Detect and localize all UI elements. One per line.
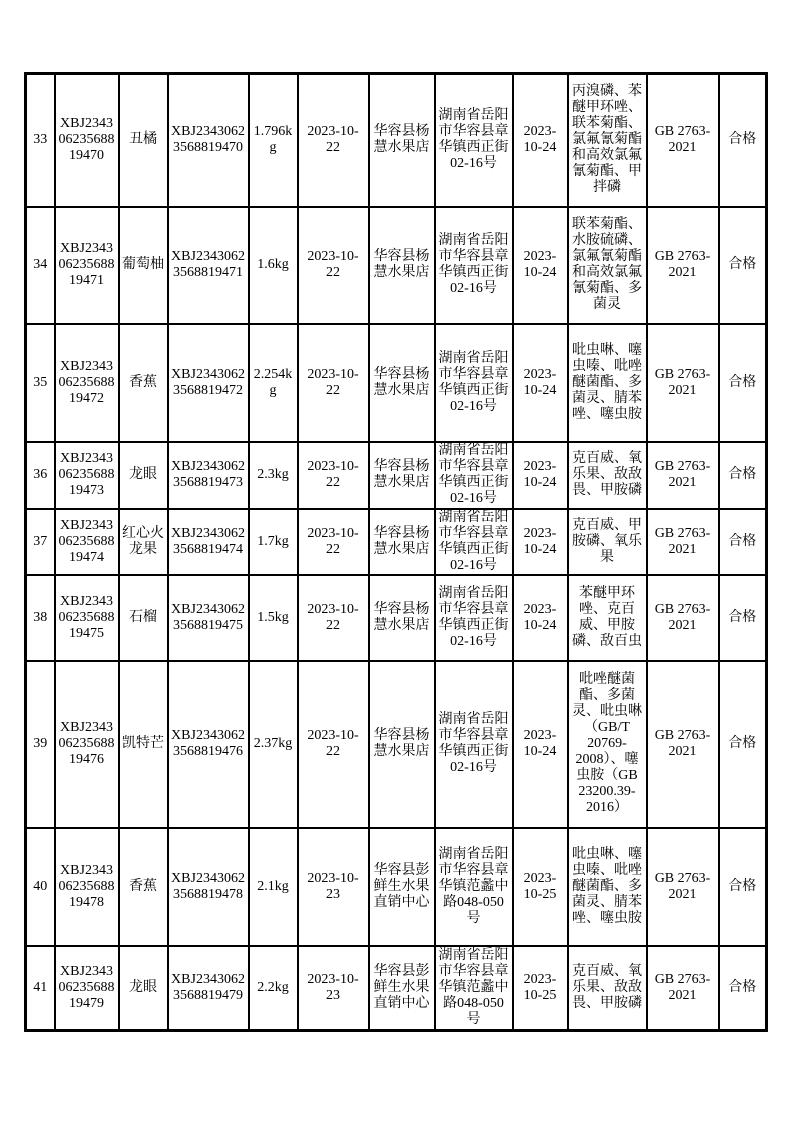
cell-result: 合格 <box>719 442 767 509</box>
table-row <box>26 509 767 575</box>
cell-standard: GB 2763-2021 <box>647 442 719 509</box>
cell-standard: GB 2763-2021 <box>647 946 719 1031</box>
cell-report-date: 2023-10-24 <box>513 661 568 828</box>
cell-product-name: 凯特芒 <box>119 661 168 828</box>
cell-seller-address: 湖南省岳阳市华容县章华镇西正街02-16号 <box>435 324 513 442</box>
cell-report-date: 2023-10-25 <box>513 946 568 1031</box>
cell-weight: 1.796kg <box>249 74 298 207</box>
cell-result: 合格 <box>719 74 767 207</box>
cell-test-items: 吡虫啉、噻虫嗪、吡唑醚菌酯、多菌灵、腈苯唑、噻虫胺 <box>568 324 647 442</box>
cell-standard: GB 2763-2021 <box>647 74 719 207</box>
cell-product-name: 龙眼 <box>119 946 168 1031</box>
cell-sample-code: XBJ23430623568819470 <box>55 74 119 207</box>
cell-sample-code: XBJ23430623568819476 <box>55 661 119 828</box>
cell-product-name: 香蕉 <box>119 828 168 946</box>
cell-sample-code-2: XBJ23430623568819478 <box>168 828 249 946</box>
cell-row-number: 40 <box>26 828 55 946</box>
cell-result: 合格 <box>719 509 767 575</box>
cell-product-name: 丑橘 <box>119 74 168 207</box>
cell-sampling-date: 2023-10-22 <box>298 324 369 442</box>
table-row <box>26 207 767 324</box>
cell-seller-name: 华容县彭鲜生水果直销中心 <box>369 828 435 946</box>
cell-weight: 2.3kg <box>249 442 298 509</box>
cell-sampling-date: 2023-10-23 <box>298 946 369 1031</box>
cell-row-number: 37 <box>26 509 55 575</box>
cell-standard: GB 2763-2021 <box>647 509 719 575</box>
table-row <box>26 946 767 1031</box>
cell-weight: 2.1kg <box>249 828 298 946</box>
cell-row-number: 35 <box>26 324 55 442</box>
cell-test-items: 吡虫啉、噻虫嗪、吡唑醚菌酯、多菌灵、腈苯唑、噻虫胺 <box>568 828 647 946</box>
cell-result: 合格 <box>719 828 767 946</box>
cell-sampling-date: 2023-10-22 <box>298 74 369 207</box>
cell-sample-code: XBJ23430623568819478 <box>55 828 119 946</box>
cell-weight: 2.2kg <box>249 946 298 1031</box>
cell-test-items: 丙溴磷、苯醚甲环唑、联苯菊酯、氯氟氰菊酯和高效氯氟氰菊酯、甲拌磷 <box>568 74 647 207</box>
cell-weight: 1.7kg <box>249 509 298 575</box>
cell-weight: 1.5kg <box>249 575 298 661</box>
cell-standard: GB 2763-2021 <box>647 324 719 442</box>
cell-sample-code-2: XBJ23430623568819475 <box>168 575 249 661</box>
cell-test-items: 克百威、甲胺磷、氧乐果 <box>568 509 647 575</box>
cell-sample-code: XBJ23430623568819479 <box>55 946 119 1031</box>
cell-standard: GB 2763-2021 <box>647 661 719 828</box>
table-body <box>26 74 767 1031</box>
cell-test-items: 克百威、氧乐果、敌敌畏、甲胺磷 <box>568 442 647 509</box>
cell-sample-code-2: XBJ23430623568819470 <box>168 74 249 207</box>
cell-sample-code-2: XBJ23430623568819473 <box>168 442 249 509</box>
cell-result: 合格 <box>719 324 767 442</box>
cell-product-name: 红心火龙果 <box>119 509 168 575</box>
cell-sample-code: XBJ23430623568819471 <box>55 207 119 324</box>
cell-standard: GB 2763-2021 <box>647 575 719 661</box>
cell-seller-address: 湖南省岳阳市华容县章华镇范蠡中路048-050号 <box>435 828 513 946</box>
cell-seller-name: 华容县杨慧水果店 <box>369 324 435 442</box>
cell-report-date: 2023-10-24 <box>513 509 568 575</box>
cell-sample-code-2: XBJ23430623568819472 <box>168 324 249 442</box>
table-row <box>26 575 767 661</box>
cell-row-number: 39 <box>26 661 55 828</box>
cell-seller-name: 华容县杨慧水果店 <box>369 74 435 207</box>
cell-seller-address: 湖南省岳阳市华容县章华镇西正街02-16号 <box>435 509 513 575</box>
cell-report-date: 2023-10-24 <box>513 442 568 509</box>
cell-seller-address: 湖南省岳阳市华容县章华镇西正街02-16号 <box>435 575 513 661</box>
cell-sample-code: XBJ23430623568819474 <box>55 509 119 575</box>
cell-sampling-date: 2023-10-22 <box>298 442 369 509</box>
cell-test-items: 苯醚甲环唑、克百威、甲胺磷、敌百虫 <box>568 575 647 661</box>
cell-sample-code-2: XBJ23430623568819471 <box>168 207 249 324</box>
cell-seller-address: 湖南省岳阳市华容县章华镇西正街02-16号 <box>435 74 513 207</box>
cell-result: 合格 <box>719 661 767 828</box>
cell-seller-address: 湖南省岳阳市华容县章华镇西正街02-16号 <box>435 661 513 828</box>
table-row <box>26 74 767 207</box>
table-row <box>26 828 767 946</box>
cell-result: 合格 <box>719 946 767 1031</box>
cell-test-items: 联苯菊酯、水胺硫磷、氯氟氰菊酯和高效氯氟氰菊酯、多菌灵 <box>568 207 647 324</box>
cell-sampling-date: 2023-10-22 <box>298 509 369 575</box>
cell-test-items: 吡唑醚菌酯、多菌灵、吡虫啉（GB/T 20769-2008）、噻虫胺（GB 23200.39-2016） <box>568 661 647 828</box>
cell-report-date: 2023-10-24 <box>513 575 568 661</box>
cell-seller-address: 湖南省岳阳市华容县章华镇西正街02-16号 <box>435 207 513 324</box>
cell-sample-code: XBJ23430623568819472 <box>55 324 119 442</box>
cell-report-date: 2023-10-24 <box>513 207 568 324</box>
cell-product-name: 葡萄柚 <box>119 207 168 324</box>
cell-standard: GB 2763-2021 <box>647 828 719 946</box>
cell-seller-name: 华容县彭鲜生水果直销中心 <box>369 946 435 1031</box>
cell-seller-address: 湖南省岳阳市华容县章华镇范蠡中路048-050号 <box>435 946 513 1031</box>
cell-seller-name: 华容县杨慧水果店 <box>369 207 435 324</box>
cell-seller-name: 华容县杨慧水果店 <box>369 509 435 575</box>
table-row <box>26 442 767 509</box>
cell-product-name: 香蕉 <box>119 324 168 442</box>
cell-product-name: 石榴 <box>119 575 168 661</box>
cell-sampling-date: 2023-10-22 <box>298 207 369 324</box>
cell-report-date: 2023-10-25 <box>513 828 568 946</box>
cell-seller-name: 华容县杨慧水果店 <box>369 661 435 828</box>
cell-row-number: 36 <box>26 442 55 509</box>
cell-sampling-date: 2023-10-22 <box>298 575 369 661</box>
cell-row-number: 38 <box>26 575 55 661</box>
inspection-results-table <box>24 72 768 1032</box>
cell-weight: 2.37kg <box>249 661 298 828</box>
cell-seller-name: 华容县杨慧水果店 <box>369 442 435 509</box>
cell-sample-code-2: XBJ23430623568819474 <box>168 509 249 575</box>
cell-seller-address: 湖南省岳阳市华容县章华镇西正街02-16号 <box>435 442 513 509</box>
cell-sampling-date: 2023-10-23 <box>298 828 369 946</box>
cell-result: 合格 <box>719 575 767 661</box>
cell-sample-code: XBJ23430623568819475 <box>55 575 119 661</box>
cell-sample-code-2: XBJ23430623568819476 <box>168 661 249 828</box>
cell-test-items: 克百威、氧乐果、敌敌畏、甲胺磷 <box>568 946 647 1031</box>
cell-sample-code: XBJ23430623568819473 <box>55 442 119 509</box>
cell-result: 合格 <box>719 207 767 324</box>
cell-sample-code-2: XBJ23430623568819479 <box>168 946 249 1031</box>
table-row <box>26 661 767 828</box>
cell-product-name: 龙眼 <box>119 442 168 509</box>
cell-weight: 1.6kg <box>249 207 298 324</box>
cell-row-number: 41 <box>26 946 55 1031</box>
cell-seller-name: 华容县杨慧水果店 <box>369 575 435 661</box>
cell-weight: 2.254kg <box>249 324 298 442</box>
cell-row-number: 33 <box>26 74 55 207</box>
table-row <box>26 324 767 442</box>
cell-sampling-date: 2023-10-22 <box>298 661 369 828</box>
cell-report-date: 2023-10-24 <box>513 324 568 442</box>
cell-row-number: 34 <box>26 207 55 324</box>
cell-standard: GB 2763-2021 <box>647 207 719 324</box>
cell-report-date: 2023-10-24 <box>513 74 568 207</box>
